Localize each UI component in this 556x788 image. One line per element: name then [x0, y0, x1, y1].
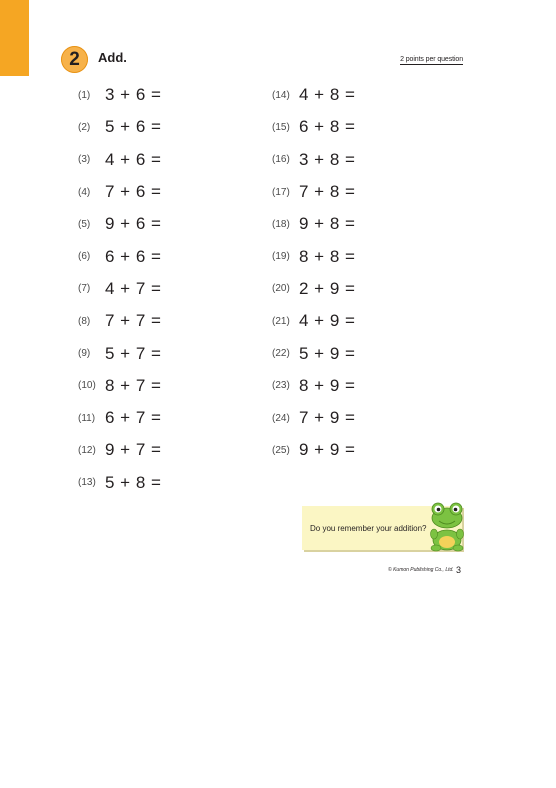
problem-item: [78, 467, 161, 499]
problem-item: [272, 370, 355, 402]
problem-item: [78, 370, 161, 402]
instruction-heading: Add.: [98, 50, 127, 65]
problem-number: (21): [272, 315, 290, 327]
problem-expression: 4 + 7 =: [105, 278, 162, 298]
problem-number: (2): [78, 121, 91, 133]
problem-item: [272, 144, 355, 176]
frog-icon: [428, 500, 466, 552]
problem-item: [272, 176, 355, 208]
problem-number: (23): [272, 380, 290, 392]
problem-expression: 9 + 7 =: [105, 440, 162, 460]
problem-item: [78, 240, 161, 272]
problem-expression: 7 + 7 =: [105, 311, 162, 331]
problem-item: [78, 79, 161, 111]
problem-item: [78, 273, 161, 305]
problem-expression: 2 + 9 =: [299, 278, 356, 298]
problem-expression: 4 + 6 =: [105, 149, 162, 169]
problem-number: (6): [78, 251, 91, 263]
problem-number: (10): [78, 380, 96, 392]
tip-text: Do you remember your addition?: [310, 524, 427, 533]
problem-item: [272, 79, 355, 111]
problem-number: (16): [272, 154, 290, 166]
problem-item: [78, 337, 161, 369]
problem-expression: 9 + 8 =: [299, 214, 356, 234]
problem-number: (17): [272, 186, 290, 198]
problem-number: (19): [272, 251, 290, 263]
problem-item: [272, 111, 355, 143]
side-tab: [0, 0, 29, 76]
problem-item: [78, 176, 161, 208]
points-note: 2 points per question: [400, 56, 463, 63]
copyright-text: © Kumon Publishing Co., Ltd.: [388, 567, 454, 573]
problem-expression: 9 + 9 =: [299, 440, 356, 460]
problem-expression: 4 + 8 =: [299, 85, 356, 105]
problem-number: (5): [78, 218, 91, 230]
problem-expression: 8 + 8 =: [299, 246, 356, 266]
problem-number: (12): [78, 444, 96, 456]
problem-column-left: [78, 79, 161, 499]
problem-expression: 8 + 9 =: [299, 375, 356, 395]
problem-number: (1): [78, 89, 91, 101]
problem-number: (9): [78, 348, 91, 360]
problem-expression: 3 + 8 =: [299, 149, 356, 169]
problem-item: [78, 111, 161, 143]
problem-column-right: [272, 79, 355, 467]
problem-expression: 5 + 6 =: [105, 117, 162, 137]
problem-expression: 5 + 8 =: [105, 472, 162, 492]
problem-item: [78, 434, 161, 466]
problem-expression: 7 + 9 =: [299, 408, 356, 428]
problem-item: [272, 208, 355, 240]
problem-item: [78, 305, 161, 337]
problem-expression: 6 + 6 =: [105, 246, 162, 266]
problem-item: [78, 208, 161, 240]
problem-number: (3): [78, 154, 91, 166]
problem-expression: 5 + 7 =: [105, 343, 162, 363]
problem-item: [272, 337, 355, 369]
problem-item: [78, 144, 161, 176]
problem-expression: 5 + 9 =: [299, 343, 356, 363]
problem-expression: 7 + 6 =: [105, 182, 162, 202]
problem-number: (22): [272, 348, 290, 360]
problem-number: (25): [272, 444, 290, 456]
problem-number: (15): [272, 121, 290, 133]
section-number-badge: [61, 46, 88, 73]
problem-item: [78, 402, 161, 434]
problem-expression: 8 + 7 =: [105, 375, 162, 395]
page-number: 3: [456, 565, 462, 575]
problem-item: [272, 305, 355, 337]
problem-number: (13): [78, 477, 96, 489]
problem-number: (8): [78, 315, 91, 327]
problem-expression: 9 + 6 =: [105, 214, 162, 234]
problem-number: (14): [272, 89, 290, 101]
problem-number: (7): [78, 283, 91, 295]
problem-item: [272, 240, 355, 272]
problem-expression: 4 + 9 =: [299, 311, 356, 331]
problem-item: [272, 273, 355, 305]
problem-number: (24): [272, 412, 290, 424]
problem-item: [272, 434, 355, 466]
problem-item: [272, 402, 355, 434]
problem-number: (11): [78, 412, 96, 424]
problem-expression: 3 + 6 =: [105, 85, 162, 105]
problem-number: (18): [272, 218, 290, 230]
problem-expression: 7 + 8 =: [299, 182, 356, 202]
problem-number: (4): [78, 186, 91, 198]
problem-number: (20): [272, 283, 290, 295]
problem-expression: 6 + 7 =: [105, 408, 162, 428]
problem-expression: 6 + 8 =: [299, 117, 356, 137]
section-number: 2: [69, 48, 80, 70]
